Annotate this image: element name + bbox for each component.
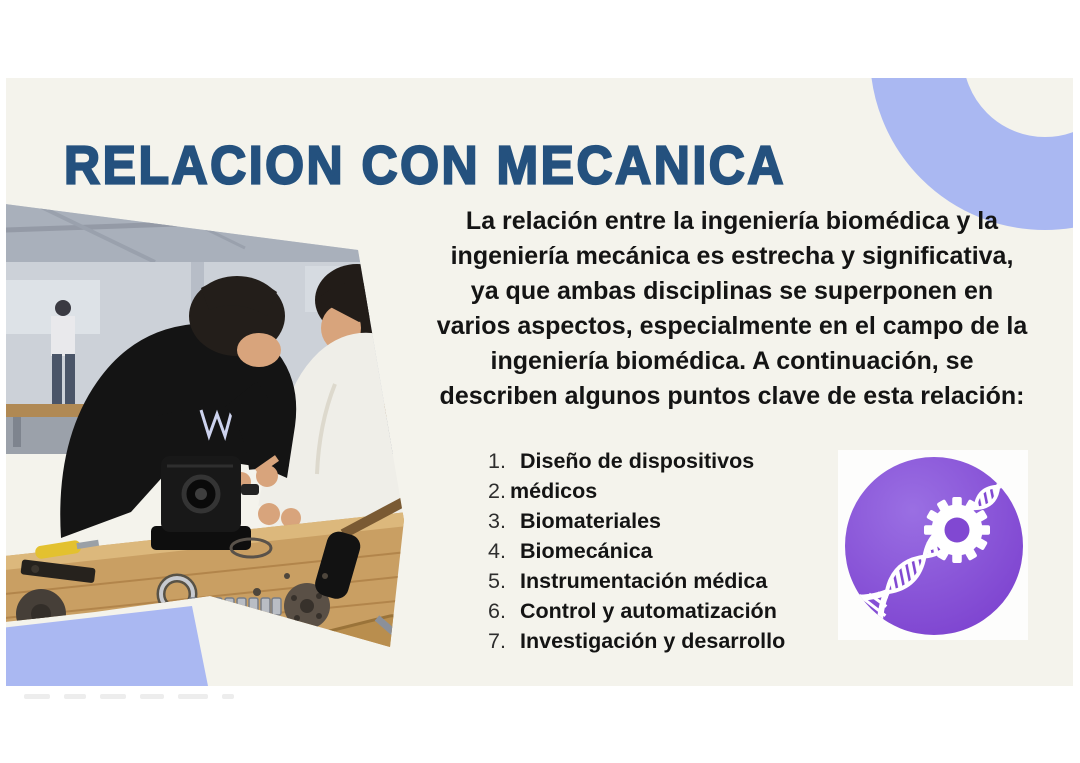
workshop-photo: [6, 204, 407, 648]
footer-dashes-decoration: [24, 694, 234, 699]
list-number: 5.: [488, 569, 506, 593]
list-number: 7.: [488, 629, 506, 653]
badge-card: [838, 450, 1028, 640]
page-title: RELACION CON MECANICA: [64, 134, 786, 196]
list-number: 2.: [488, 479, 506, 503]
list-number: 1.: [488, 449, 506, 473]
list-item-label: Biomateriales: [520, 509, 662, 533]
list-item: [488, 566, 785, 596]
list-item: [488, 446, 785, 476]
list-item: [488, 626, 785, 656]
list-item-label: Biomecánica: [520, 539, 653, 563]
list-item-label: Control y automatización: [520, 599, 777, 623]
paragraph-line: ingeniería mecánica es estrecha y significativa,: [450, 242, 1014, 270]
list-number: 3.: [488, 509, 506, 533]
slide-content-area: [6, 78, 1073, 686]
list-item: [488, 476, 785, 506]
paragraph-line: ingeniería biomédica. A continuación, se: [490, 347, 974, 375]
paragraph-line: ya que ambas disciplinas se superponen en: [470, 277, 994, 305]
paragraph-line: La relación entre la ingeniería biomédica y la: [465, 207, 999, 235]
paragraph-line: describen algunos puntos clave de esta relación:: [439, 382, 1025, 410]
list-item-label: Investigación y desarrollo: [520, 629, 786, 653]
list-item: [488, 596, 785, 626]
list-item-label: Diseño de dispositivos: [520, 449, 755, 473]
list-item: [488, 536, 785, 566]
list-number: 6.: [488, 599, 506, 623]
list-item-label: médicos: [510, 479, 598, 503]
list-item-label: Instrumentación médica: [520, 569, 768, 593]
list-item: [488, 506, 785, 536]
intro-paragraph: [425, 204, 1039, 414]
key-points-list: [488, 446, 785, 656]
dna-gear-icon: [838, 450, 1028, 640]
list-number: 4.: [488, 539, 506, 563]
paragraph-line: varios aspectos, especialmente en el campo de la: [436, 312, 1028, 340]
